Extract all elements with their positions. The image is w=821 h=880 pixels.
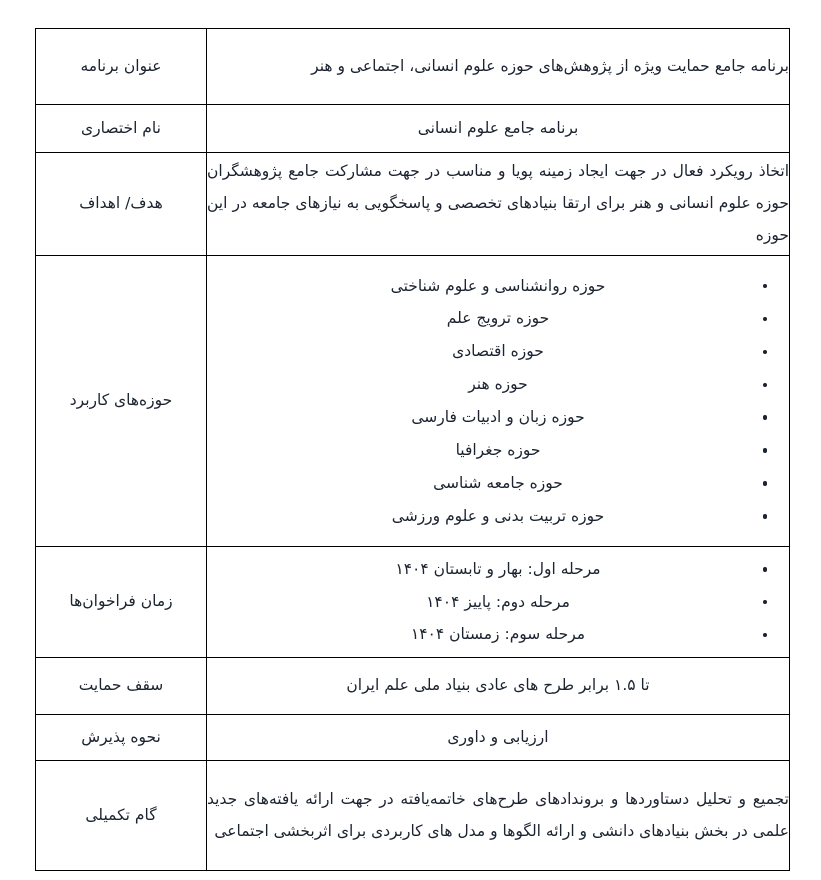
complementary-step-value-cell [207,761,790,871]
bullet-dot-icon [763,448,768,453]
list-item [207,434,789,467]
goals-text: اتخاذ رویکرد فعال در جهت ایجاد زمینه پویا و مناسب در جهت مشارکت جامع پژوهشگران حوزه علوم انسانی و هنر برای ارتقا بنیادهای تخصصی و پاسخگویی به نیازهای جامعه در این حوزه [207,162,789,244]
list-item-label: مرحله دوم: پاییز ۱۴۰۴ [426,592,570,611]
list-item [207,553,789,586]
bullet-dot-icon [763,481,768,486]
list-item-label: حوزه تربیت بدنی و علوم ورزشی [391,506,605,525]
table-row [36,715,790,761]
list-item [207,302,789,335]
list-item [207,368,789,401]
list-item [207,618,789,651]
list-item [207,270,789,303]
bullet-dot-icon [763,350,768,355]
short-name-label-cell: نام اختصاری [36,105,207,153]
bullet-dot-icon [763,600,768,605]
application-areas-list [207,270,789,533]
list-item-label: حوزه زبان و ادبیات فارسی [411,408,585,426]
list-item [207,500,789,533]
table-row [36,153,790,256]
acceptance-method-value-cell [207,715,790,761]
list-item [207,335,789,368]
list-item-label: حوزه ترویج علم [446,309,550,328]
list-item-label: حوزه جغرافیا [455,440,541,459]
short-name-text: برنامه جامع علوم انسانی [417,118,579,137]
list-item-label: حوزه اقتصادی [452,342,544,361]
bullet-dot-icon [763,317,768,322]
list-item [207,467,789,500]
table-row [36,29,790,105]
call-schedule-value-cell [207,547,790,658]
table-row [36,761,790,871]
application-areas-label-cell: حوزه‌های کاربرد [36,256,207,547]
bullet-dot-icon [763,415,768,420]
acceptance-method-label-cell: نحوه پذیرش [36,715,207,761]
program-title-label-cell: عنوان برنامه [36,29,207,105]
goals-value-cell [207,153,790,256]
table-row [36,256,790,547]
acceptance-method-text: ارزیابی و داوری [447,727,549,746]
bullet-dot-icon [763,284,768,289]
list-item [207,401,789,434]
program-title-text: برنامه جامع حمایت ویژه از پژوهش‌های حوزه علوم انسانی، اجتماعی و هنر [311,56,789,75]
list-item-label: حوزه جامعه شناسی [433,473,563,492]
call-schedule-list [207,553,789,652]
list-item-label: مرحله اول: بهار و تابستان ۱۴۰۴ [395,559,601,578]
list-item-label: حوزه هنر [468,375,528,394]
bullet-dot-icon [763,633,768,638]
support-cap-label-cell: سقف حمایت [36,658,207,715]
goals-label-cell: هدف/ اهداف [36,153,207,256]
call-schedule-label-cell: زمان فراخوان‌ها [36,547,207,658]
support-cap-value-cell [207,658,790,715]
list-item-label: مرحله سوم: زمستان ۱۴۰۴ [410,625,586,644]
list-item-label: حوزه روانشناسی و علوم شناختی [390,276,606,295]
bullet-dot-icon [763,514,768,519]
support-cap-text: تا ۱.۵ برابر طرح های عادی بنیاد ملی علم ایران [346,676,650,695]
bullet-dot-icon [763,383,768,388]
table-row [36,105,790,153]
table-row [36,658,790,715]
application-areas-value-cell [207,256,790,547]
complementary-step-text: تجمیع و تحلیل دستاوردها و بروندادهای طرح‌های خاتمه‌یافته در جهت ارائه یافته‌های جدید علمی در بخش بنیادهای دانشی و ارائه الگوها و مدل های کاربردی برای اثربخشی اجتماعی [207,789,789,840]
bullet-dot-icon [763,567,768,572]
short-name-value-cell [207,105,790,153]
complementary-step-label-cell: گام تکمیلی [36,761,207,871]
table-row [36,547,790,658]
list-item [207,586,789,619]
program-details-table [35,28,790,871]
program-title-value-cell [207,29,790,105]
